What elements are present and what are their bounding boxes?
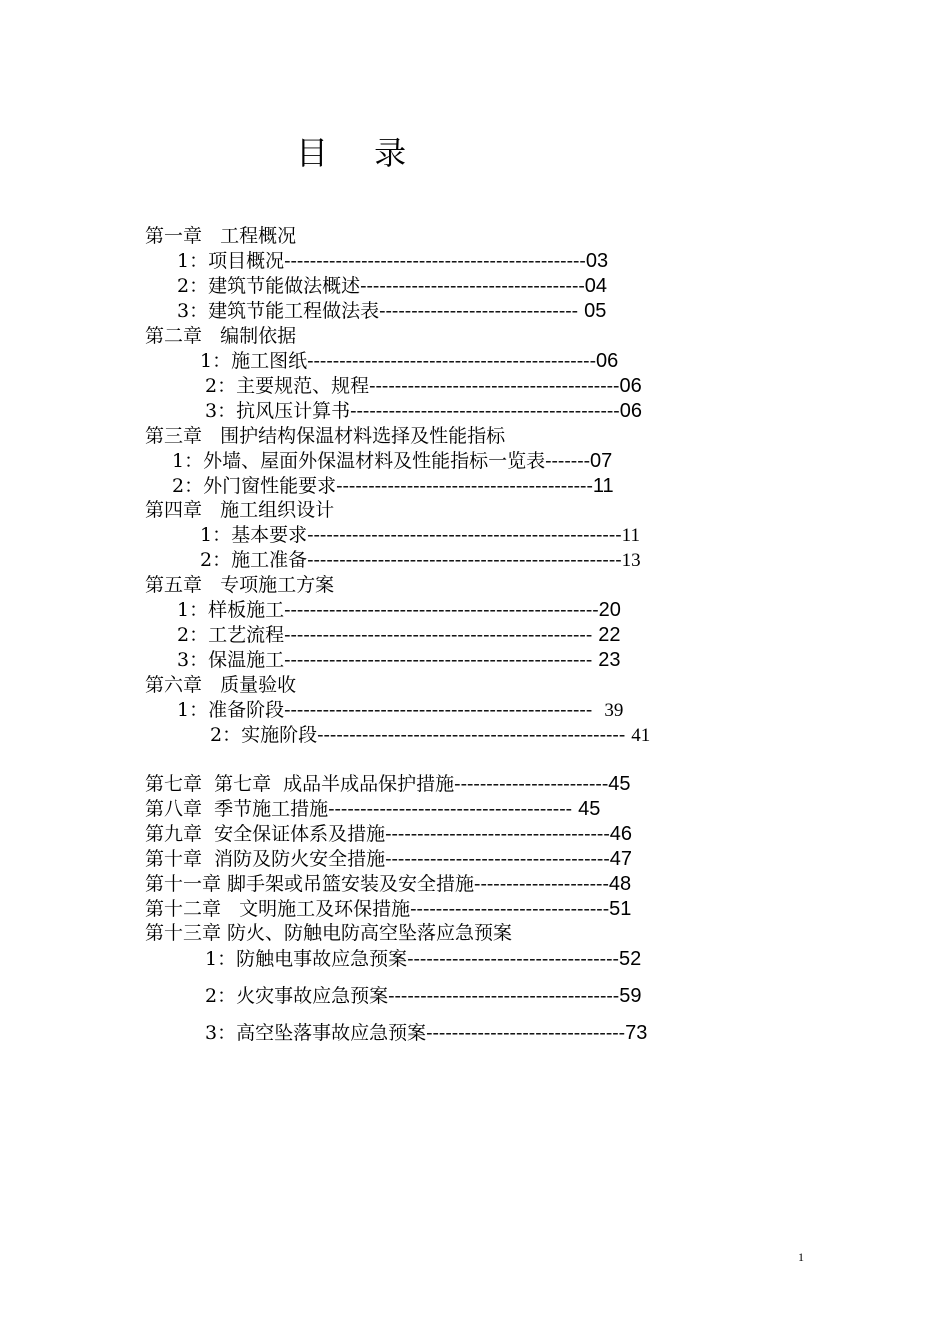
- toc-chapter-13: 第十三章 防火、防触电防高空坠落应急预案: [145, 922, 513, 944]
- toc-entry: 2：主要规范、规程---------------------------------------06: [205, 375, 642, 397]
- toc-entry: 2：实施阶段------------------------------------------------ 41: [210, 724, 651, 746]
- toc-entry: 1：施工图纸---------------------------------------------06: [200, 350, 619, 372]
- toc-entry: 1：防触电事故应急预案---------------------------------52: [205, 948, 642, 970]
- toc-chapter-10: 第十章 消防及防火安全措施-----------------------------------47: [145, 848, 633, 870]
- toc-entry: 1：外墙、屋面外保温材料及性能指标一览表-------07: [172, 450, 613, 472]
- toc-entry: 3：抗风压计算书------------------------------------------06: [205, 400, 642, 422]
- toc-entry: 3：建筑节能工程做法表------------------------------- 05: [177, 300, 607, 322]
- toc-entry: 2：火灾事故应急预案------------------------------------59: [205, 985, 642, 1007]
- toc-entry: 3：保温施工------------------------------------------------ 23: [177, 649, 621, 671]
- toc-entry: 2：施工准备-------------------------------------------------13: [200, 549, 641, 571]
- toc-chapter-12: 第十二章 文明施工及环保措施-------------------------------51: [145, 898, 632, 920]
- toc-chapter-2: 第二章 编制依据: [145, 325, 297, 347]
- toc-chapter-3: 第三章 围护结构保温材料选择及性能指标: [145, 425, 506, 447]
- toc-chapter-5: 第五章 专项施工方案: [145, 574, 335, 596]
- toc-entry: 1：样板施工-------------------------------------------------20: [177, 599, 621, 621]
- toc-chapter-4: 第四章 施工组织设计: [145, 499, 335, 521]
- toc-entry: 3：高空坠落事故应急预案-------------------------------73: [205, 1022, 648, 1044]
- toc-chapter-1: 第一章 工程概况: [145, 225, 297, 247]
- toc-chapter-8: 第八章 季节施工措施-------------------------------------- 45: [145, 798, 601, 820]
- toc-entry: 2：建筑节能做法概述-----------------------------------04: [177, 275, 608, 297]
- toc-chapter-6: 第六章 质量验收: [145, 674, 297, 696]
- toc-entry: 1：基本要求-------------------------------------------------11: [200, 524, 640, 546]
- toc-chapter-9: 第九章 安全保证体系及措施-----------------------------------46: [145, 823, 633, 845]
- page-number: 1: [798, 1250, 804, 1264]
- toc-title: 目 录: [296, 134, 425, 172]
- toc-chapter-11: 第十一章 脚手架或吊篮安装及安全措施---------------------48: [145, 873, 632, 895]
- toc-entry: 1：准备阶段------------------------------------------------ 39: [177, 699, 624, 721]
- toc-entry: 2：外门窗性能要求----------------------------------------11: [172, 475, 614, 497]
- toc-entry: 2：工艺流程------------------------------------------------ 22: [177, 624, 621, 646]
- toc-chapter-7: 第七章 第七章 成品半成品保护措施------------------------45: [145, 773, 631, 795]
- toc-entry: 1：项目概况-----------------------------------------------03: [177, 250, 609, 272]
